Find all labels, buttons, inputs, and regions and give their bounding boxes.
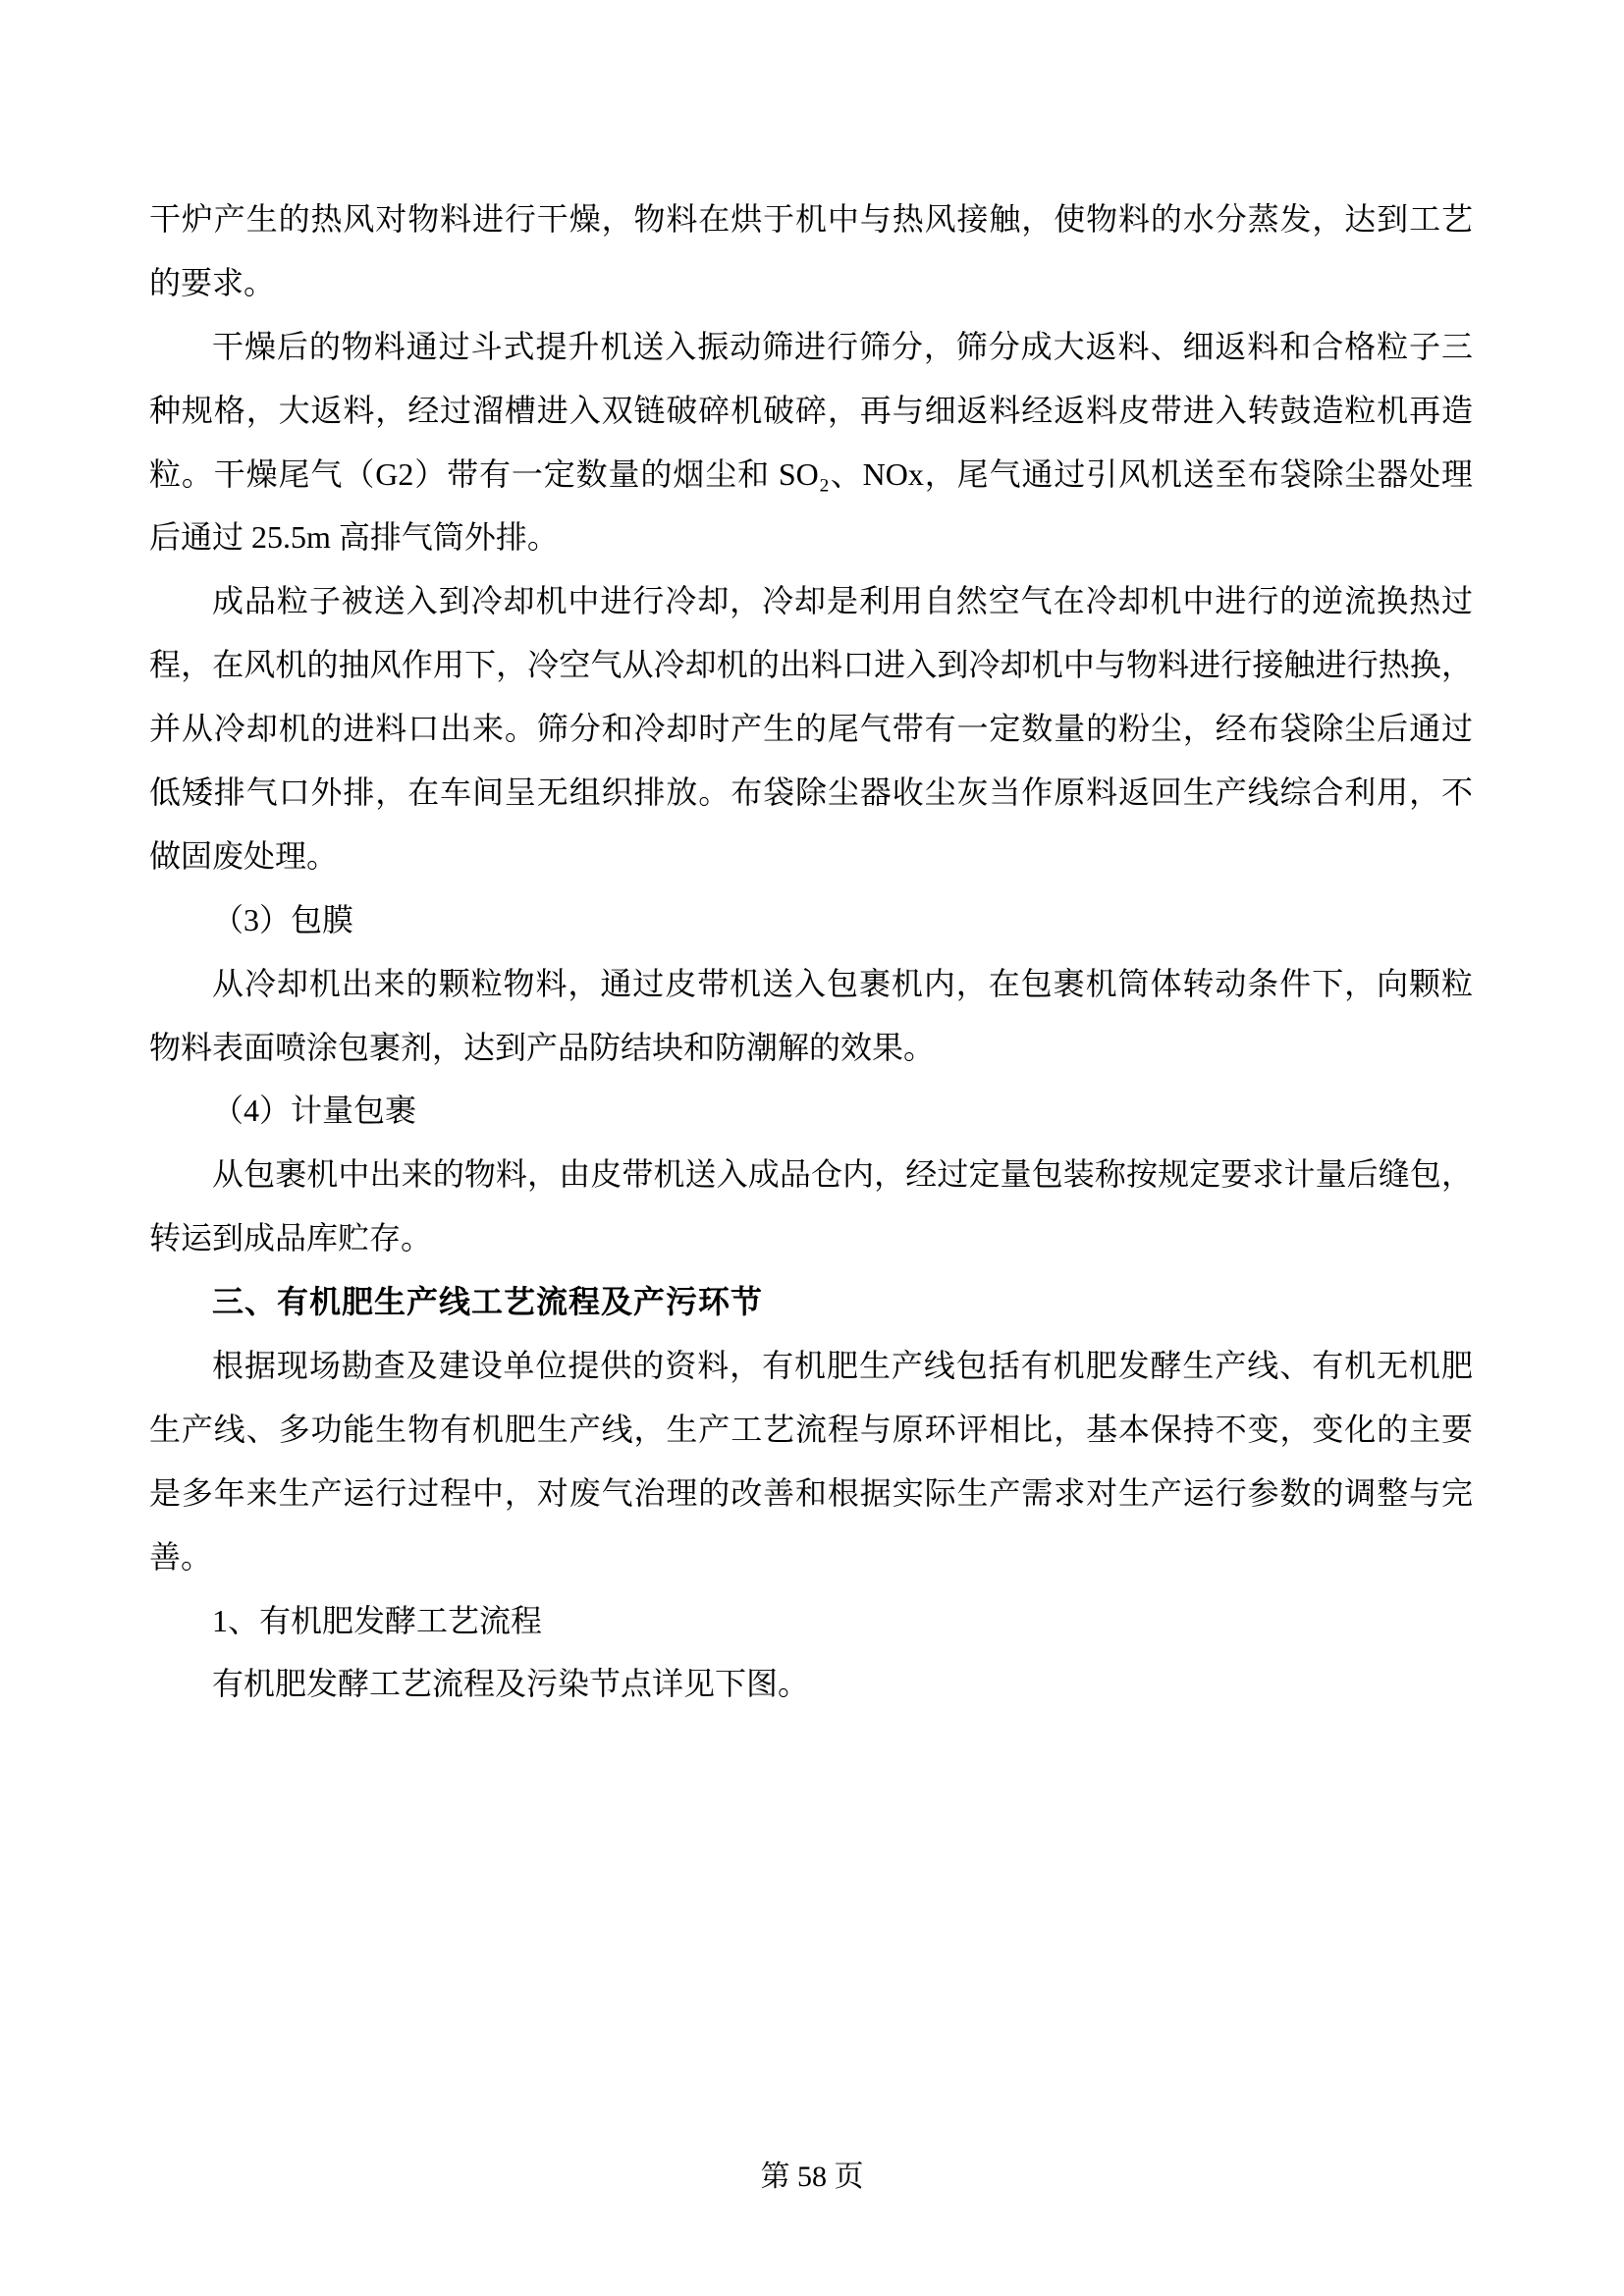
paragraph-line: 干燥后的物料通过斗式提升机送入振动筛进行筛分，筛分成大返料、细返料和合格粒子三 <box>212 328 1473 364</box>
paragraph-line: 低矮排气口外排，在车间呈无组织排放。布袋除尘器收尘灰当作原料返回生产线综合利用，不 <box>149 774 1473 811</box>
page-number: 第 58 页 <box>760 2161 864 2193</box>
paragraph-line: 根据现场勘查及建设单位提供的资料，有机肥生产线包括有机肥发酵生产线、有机无机肥 <box>212 1348 1473 1384</box>
paragraph-line: 种规格，大返料，经过溜槽进入双链破碎机破碎，再与细返料经返料皮带进入转鼓造粒机再造 <box>149 392 1473 428</box>
subsection-heading-4: （4）计量包裹 <box>212 1093 417 1129</box>
subsection-heading-3: （3）包膜 <box>212 901 354 937</box>
paragraph-line: 并从冷却机的进料口出来。筛分和冷却时产生的尾气带有一定数量的粉尘，经布袋除尘后通过 <box>149 711 1473 747</box>
paragraph-line: 的要求。 <box>149 264 276 300</box>
numbered-subheading-1: 1、有机肥发酵工艺流程 <box>212 1602 543 1638</box>
paragraph-line: 从包裹机中出来的物料，由皮带机送入成品仓内，经过定量包装称按规定要求计量后缝包， <box>212 1156 1473 1193</box>
paragraph-line: 程，在风机的抽风作用下，冷空气从冷却机的出料口进入到冷却机中与物料进行接触进行热换， <box>149 647 1473 683</box>
paragraph-line: 转运到成品库贮存。 <box>149 1220 433 1256</box>
paragraph-line: 后通过 25.5m 高排气筒外排。 <box>149 519 559 556</box>
page-body <box>149 187 1473 1716</box>
paragraph-line: 善。 <box>149 1538 213 1575</box>
paragraph-line: 物料表面喷涂包裹剂，达到产品防结块和防潮解的效果。 <box>149 1029 936 1065</box>
paragraph-line: 成品粒子被送入到冷却机中进行冷却，冷却是利用自然空气在冷却机中进行的逆流换热过 <box>212 583 1473 619</box>
paragraph-line: 是多年来生产运行过程中，对废气治理的改善和根据实际生产需求对生产运行参数的调整与完 <box>149 1474 1473 1511</box>
section-heading: 三、有机肥生产线工艺流程及产污环节 <box>212 1284 764 1320</box>
paragraph-line: 干炉产生的热风对物料进行干燥，物料在烘于机中与热风接触，使物料的水分蒸发，达到工艺 <box>149 201 1473 237</box>
paragraph-line: 粒。干燥尾气（G2）带有一定数量的烟尘和 SO₂、NOx，尾气通过引风机送至布袋除尘器处理 <box>149 455 1473 492</box>
paragraph-line: 生产线、多功能生物有机肥生产线，生产工艺流程与原环评相比，基本保持不变，变化的主要 <box>149 1411 1473 1447</box>
paragraph-line: 有机肥发酵工艺流程及污染节点详见下图。 <box>212 1666 810 1702</box>
paragraph-line: 做固废处理。 <box>149 837 339 874</box>
paragraph-line: 从冷却机出来的颗粒物料，通过皮带机送入包裹机内，在包裹机筒体转动条件下，向颗粒 <box>212 965 1473 1001</box>
